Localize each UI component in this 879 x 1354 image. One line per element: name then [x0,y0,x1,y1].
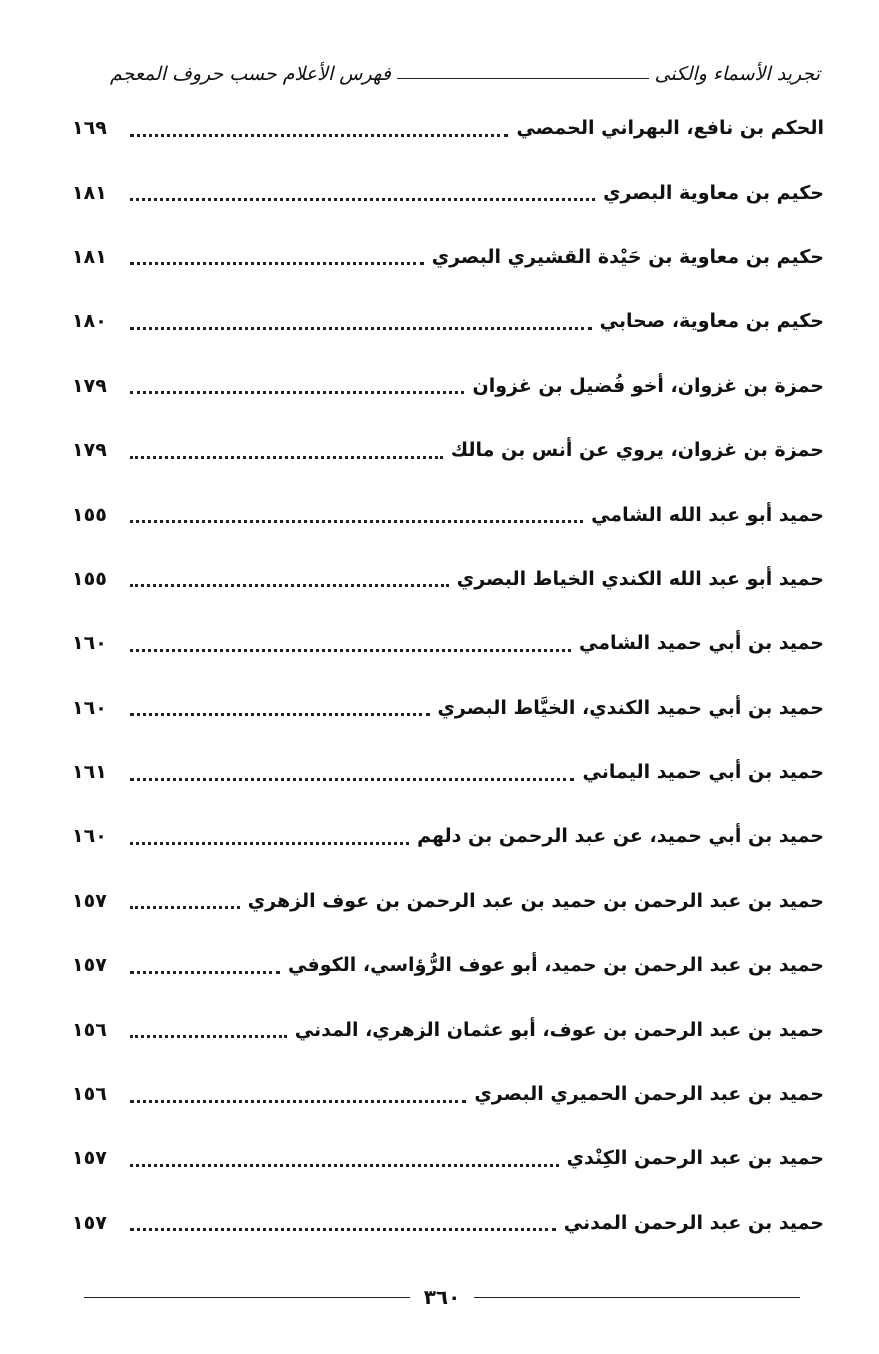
entry-page-number: ١٥٥ [72,503,107,526]
entry-page-number: ١٥٦ [72,1083,107,1106]
index-entry [72,611,824,675]
entry-name: حميد بن أبي حميد الشامي [579,632,824,655]
index-entry [72,160,824,224]
index-entry [72,418,824,482]
entry-name: حميد بن عبد الرحمن الكِنْدي [566,1147,824,1170]
index-entry [72,997,824,1061]
entry-name: حميد بن عبد الرحمن بن عوف، أبو عثمان الزهري، المدني [294,1018,824,1041]
entry-name: حميد بن أبي حميد الكندي، الخيَّاط البصري [437,696,824,719]
index-entries-list [72,96,824,1255]
dot-leader [130,971,280,974]
dot-leader [130,198,595,201]
entry-page-number: ١٦٠ [72,696,107,719]
header-rule [397,78,649,79]
entry-page-number: ١٧٩ [72,439,107,462]
entry-name: حمزة بن غزوان، يروي عن أنس بن مالك [450,439,824,462]
index-entry [72,482,824,546]
index-entry [72,869,824,933]
dot-leader [130,134,508,137]
entry-page-number: ١٧٩ [72,374,107,397]
index-entry [72,354,824,418]
index-entry [72,740,824,804]
dot-leader [130,713,430,716]
index-entry [72,1062,824,1126]
entry-page-number: ١٦٩ [72,117,107,140]
entry-name: حميد بن أبي حميد، عن عبد الرحمن بن دلهم [417,825,824,848]
dot-leader [130,262,424,265]
entry-page-number: ١٥٧ [72,1147,107,1170]
running-header [110,58,820,90]
entry-name: الحكم بن نافع، البهراني الحمصي [516,117,824,140]
dot-leader [130,1100,466,1103]
entry-name: حميد بن عبد الرحمن الحميري البصري [474,1083,824,1106]
index-entry [72,676,824,740]
dot-leader [130,906,240,909]
entry-page-number: ١٦٠ [72,825,107,848]
running-header-book-title: تجريد الأسماء والكنى [654,63,820,85]
index-entry [72,96,824,160]
index-entry [72,225,824,289]
entry-name: حميد بن عبد الرحمن بن حميد بن عبد الرحمن بن عوف الزهري [247,889,824,912]
entry-name: حميد بن عبد الرحمن المدني [563,1211,824,1234]
entry-page-number: ١٥٧ [72,889,107,912]
entry-name: حكيم بن معاوية، صحابي [599,310,824,333]
dot-leader [130,584,449,587]
footer-rule-right [474,1297,800,1298]
dot-leader [130,327,592,330]
entry-page-number: ١٥٥ [72,567,107,590]
entry-name: حميد أبو عبد الله الشامي [591,503,824,526]
dot-leader [130,391,464,394]
entry-name: حميد أبو عبد الله الكندي الخياط البصري [456,567,824,590]
dot-leader [130,1164,559,1167]
footer-rule-left [84,1297,410,1298]
entry-page-number: ١٨١ [72,245,107,268]
index-entry [72,804,824,868]
entry-page-number: ١٦١ [72,761,107,784]
page-footer [84,1282,800,1312]
dot-leader [130,1228,556,1231]
entry-page-number: ١٨١ [72,181,107,204]
entry-page-number: ١٥٧ [72,954,107,977]
entry-name: حمزة بن غزوان، أخو فُضيل بن غزوان [472,374,824,397]
dot-leader [130,456,443,459]
entry-page-number: ١٥٧ [72,1211,107,1234]
index-entry [72,1191,824,1255]
page-number: ٣٦٠ [423,1285,461,1309]
entry-name: حكيم بن معاوية البصري [603,181,824,204]
entry-name: حميد بن عبد الرحمن بن حميد، أبو عوف الرُّؤاسي، الكوفي [288,954,824,977]
entry-page-number: ١٨٠ [72,310,107,333]
index-entry [72,289,824,353]
entry-page-number: ١٦٠ [72,632,107,655]
dot-leader [130,778,574,781]
dot-leader [130,649,571,652]
entry-name: حكيم بن معاوية بن حَيْدة القشيري البصري [431,245,824,268]
entry-page-number: ١٥٦ [72,1018,107,1041]
dot-leader [130,842,409,845]
entry-name: حميد بن أبي حميد اليماني [582,761,824,784]
index-entry [72,933,824,997]
dot-leader [130,1035,287,1038]
running-header-section-title: فهرس الأعلام حسب حروف المعجم [110,63,391,85]
index-entry [72,1126,824,1190]
dot-leader [130,520,583,523]
index-entry [72,547,824,611]
